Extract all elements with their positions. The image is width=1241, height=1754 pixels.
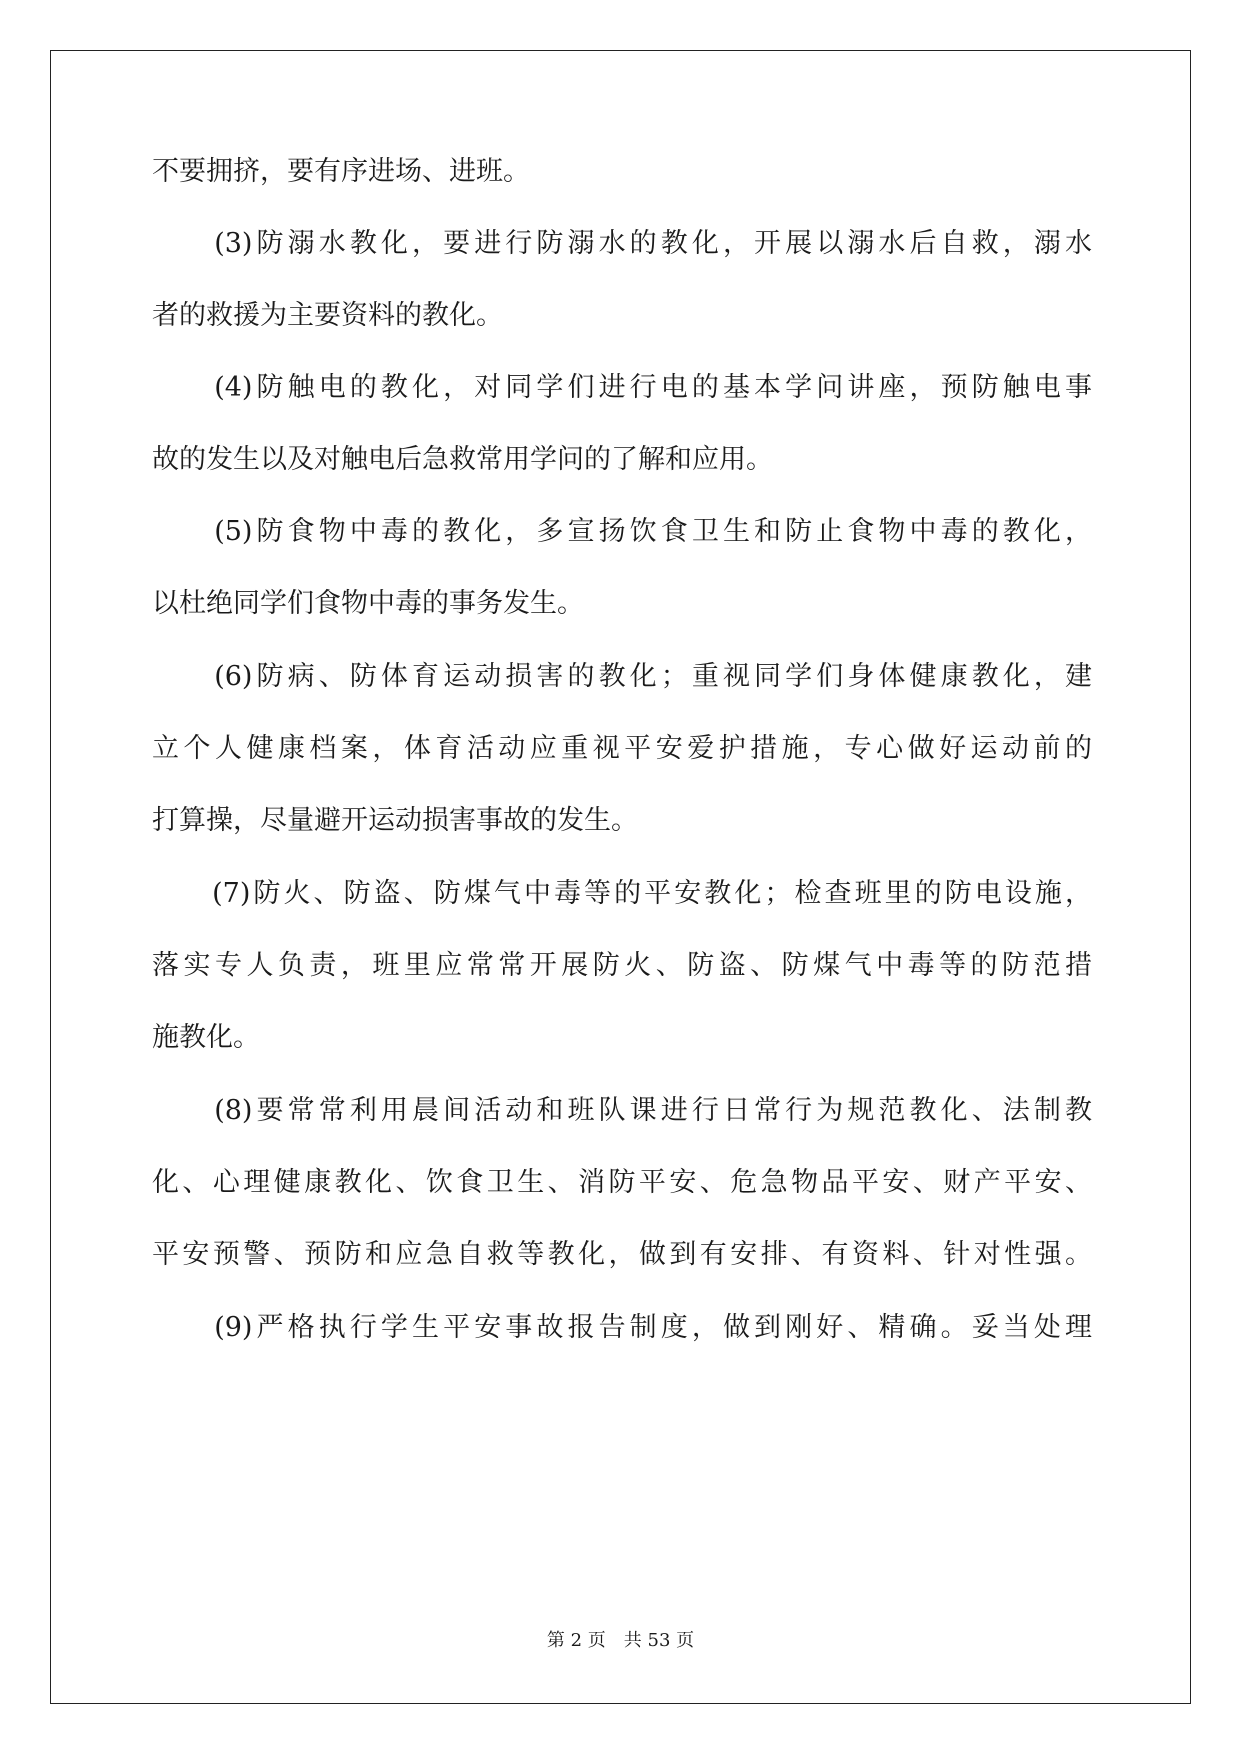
text-line: 者的救援为主要资料的教化。 bbox=[152, 300, 503, 331]
text-line: (8)要常常利用晨间活动和班队课进行日常行为规范教化、法制教 bbox=[152, 1095, 1092, 1126]
text-line: 打算操，尽量避开运动损害事故的发生。 bbox=[152, 805, 638, 836]
text-line: 不要拥挤，要有序进场、进班。 bbox=[152, 156, 530, 187]
text-line: (3)防溺水教化，要进行防溺水的教化，开展以溺水后自救，溺水 bbox=[152, 228, 1092, 259]
text-line: 化、心理健康教化、饮食卫生、消防平安、危急物品平安、财产平安、 bbox=[152, 1167, 1092, 1198]
text-line: (4)防触电的教化，对同学们进行电的基本学问讲座，预防触电事 bbox=[152, 372, 1092, 403]
text-line: (6)防病、防体育运动损害的教化；重视同学们身体健康教化，建 bbox=[152, 661, 1092, 692]
text-line: 立个人健康档案，体育活动应重视平安爱护措施，专心做好运动前的 bbox=[152, 733, 1092, 764]
text-line: (7)防火、防盗、防煤气中毒等的平安教化；检查班里的防电设施， bbox=[152, 878, 1092, 909]
text-line: 故的发生以及对触电后急救常用学问的了解和应用。 bbox=[152, 444, 773, 475]
text-line: (9)严格执行学生平安事故报告制度，做到刚好、精确。妥当处理 bbox=[152, 1312, 1092, 1343]
text-line: 落实专人负责，班里应常常开展防火、防盗、防煤气中毒等的防范措 bbox=[152, 950, 1092, 981]
text-line: 以杜绝同学们食物中毒的事务发生。 bbox=[152, 588, 584, 619]
text-line: 施教化。 bbox=[152, 1022, 260, 1053]
text-line: 平安预警、预防和应急自救等教化，做到有安排、有资料、针对性强。 bbox=[152, 1239, 1092, 1270]
page-number-footer: 第 2 页 共 53 页 bbox=[546, 1630, 695, 1651]
text-line: (5)防食物中毒的教化，多宣扬饮食卫生和防止食物中毒的教化， bbox=[152, 516, 1092, 547]
